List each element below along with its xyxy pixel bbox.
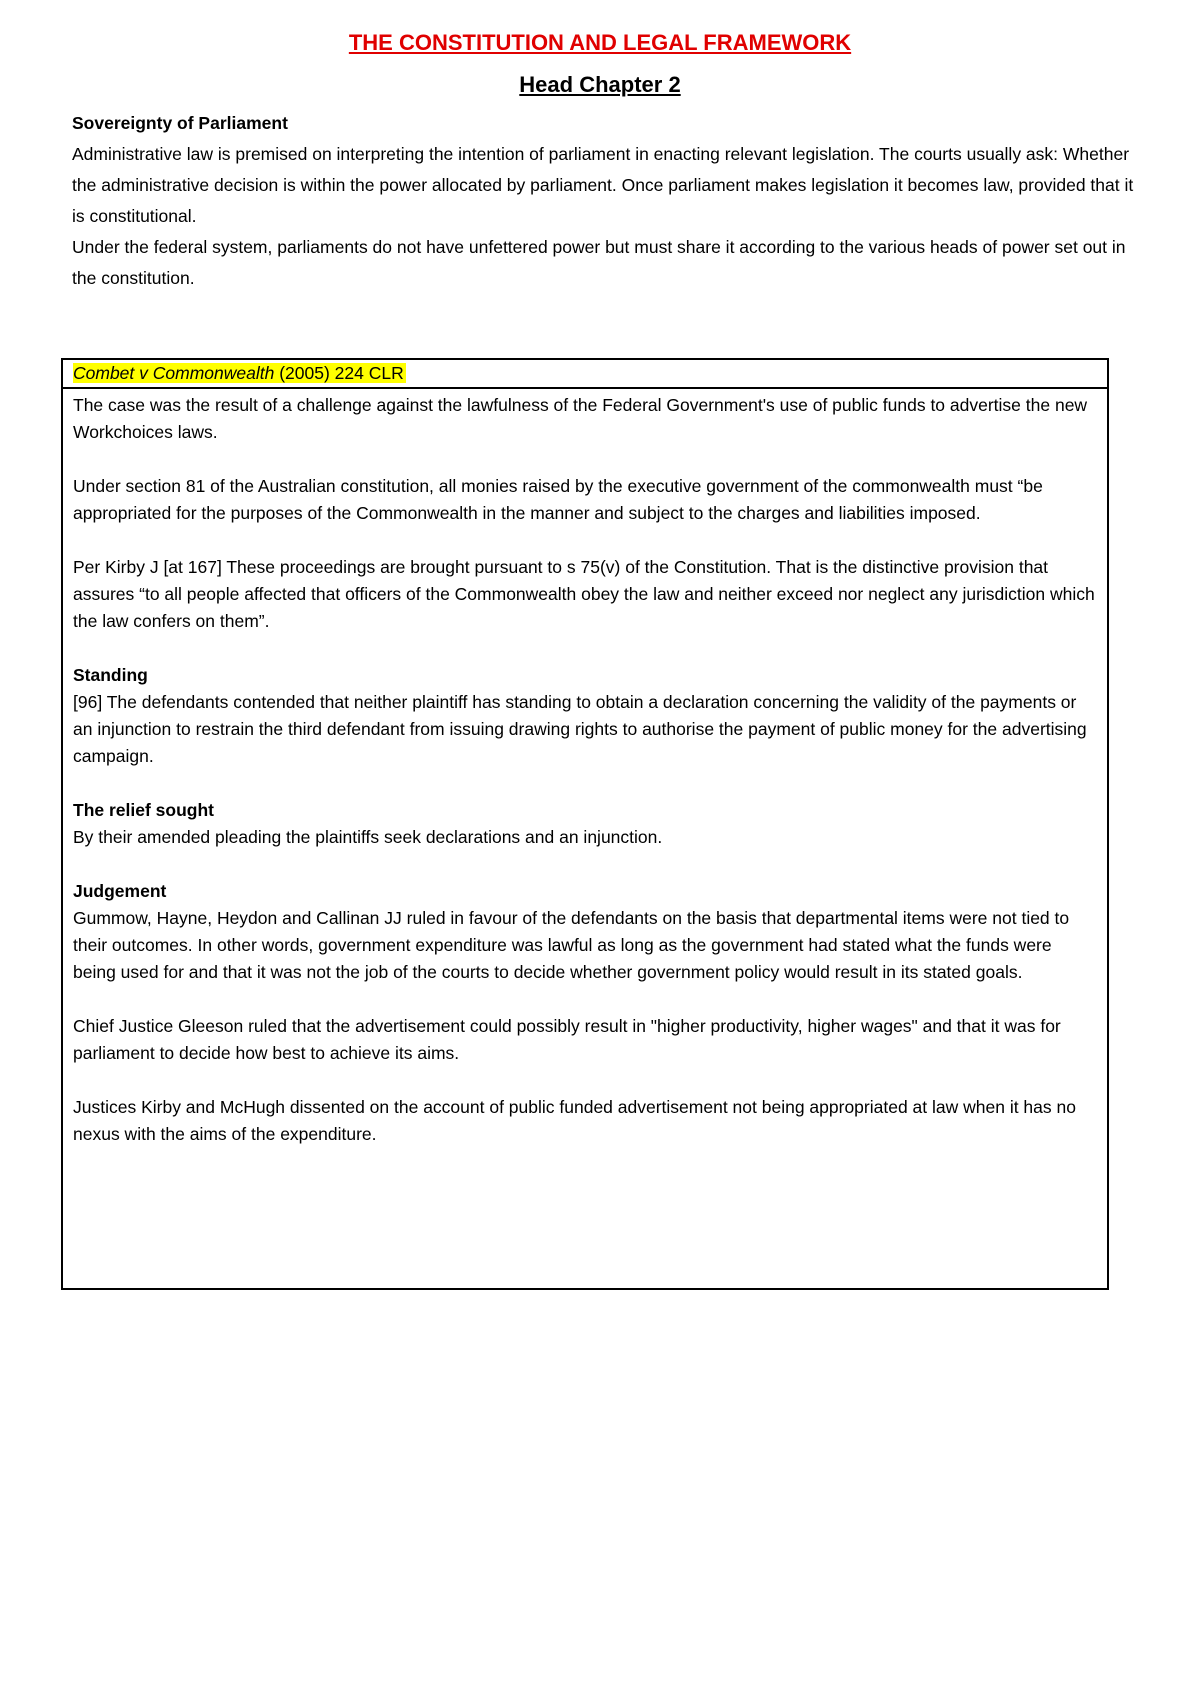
intro-heading: Sovereignty of Parliament: [72, 113, 288, 133]
standing-heading: Standing: [73, 665, 148, 685]
case-citation: (2005) 224 CLR: [274, 363, 404, 383]
case-title-highlight: [73, 363, 406, 383]
relief-heading: The relief sought: [73, 800, 214, 820]
judgement-paragraph: Gummow, Hayne, Heydon and Callinan JJ ruled in favour of the defendants on the basis that departmental items were not tied to their outcomes. In other words, government expenditure was lawful as long as the government had stated what the funds were being used for and that it was not the job of the courts to decide whether government policy would result in its stated goals.: [73, 908, 1070, 982]
case-header-row: [63, 360, 1107, 389]
case-table: [61, 358, 1109, 1290]
document-title: THE CONSTITUTION AND LEGAL FRAMEWORK: [348, 30, 852, 55]
document-subtitle: Head Chapter 2: [519, 72, 681, 97]
intro-paragraph-2: Under the federal system, parliaments do not have unfettered power but must share it according to the various heads of power set out in the constitution.: [72, 237, 1126, 288]
standing-paragraph: [96] The defendants contended that neither plaintiff has standing to obtain a declaration concerning the validity of the payments or an injunction to restrain the third defendant from issuing drawing rights to authorise the payment of public money for the advertising campaign.: [73, 692, 1087, 766]
case-paragraph-section-81: Under section 81 of the Australian constitution, all monies raised by the executive government of the commonwealth must “be appropriated for the purposes of the Commonwealth in the manner and subject to the charges and liabilities imposed.: [73, 476, 1043, 523]
intro-section: [72, 108, 1142, 294]
case-name: Combet v Commonwealth: [73, 363, 275, 383]
case-body-cell: [63, 389, 1107, 1148]
intro-paragraph-1: Administrative law is premised on interpreting the intention of parliament in enacting relevant legislation. The courts usually ask: Whether the administrative decision is within the power allocated by parliament. Once parliament makes legislation it becomes law, provided that it is constitutional.: [72, 144, 1134, 226]
gleeson-paragraph: Chief Justice Gleeson ruled that the advertisement could possibly result in "higher productivity, higher wages" and that it was for parliament to decide how best to achieve its aims.: [73, 1016, 1061, 1063]
case-paragraph-background: The case was the result of a challenge against the lawfulness of the Federal Government's use of public funds to advertise the new Workchoices laws.: [73, 395, 1088, 442]
relief-paragraph: By their amended pleading the plaintiffs seek declarations and an injunction.: [73, 827, 663, 847]
dissent-paragraph: Justices Kirby and McHugh dissented on the account of public funded advertisement not being appropriated at law when it has no nexus with the aims of the expenditure.: [73, 1097, 1076, 1144]
case-paragraph-kirby: Per Kirby J [at 167] These proceedings are brought pursuant to s 75(v) of the Constitution. That is the distinctive provision that assures “to all people affected that officers of the Commonwealth obey the law and neither exceed nor neglect any jurisdiction which the law confers on them”.: [73, 557, 1095, 631]
judgement-heading: Judgement: [73, 881, 167, 901]
